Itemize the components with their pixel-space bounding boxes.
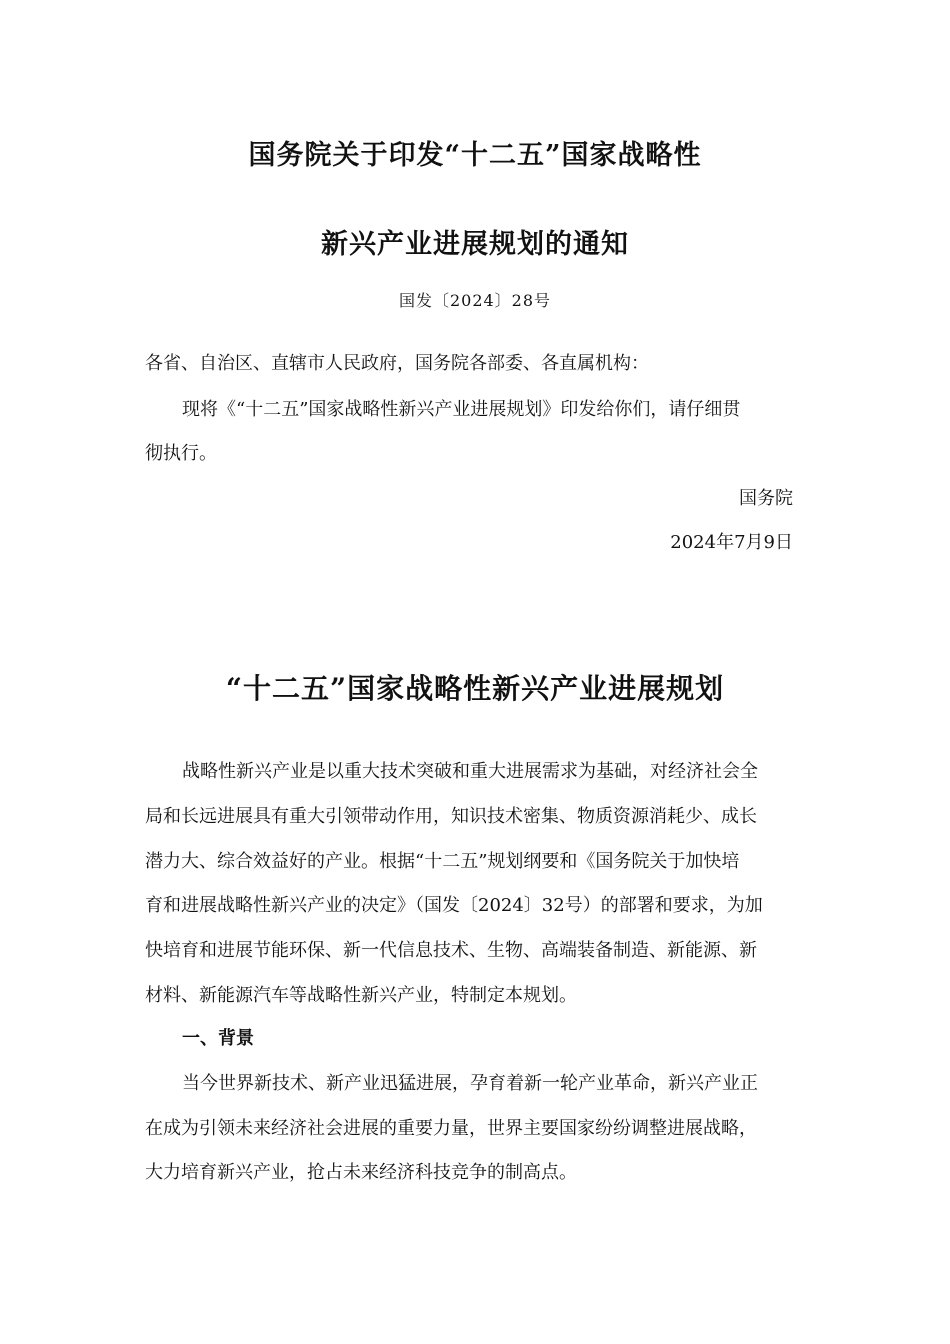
issue-date: 2024年7月9日 (670, 532, 793, 553)
notice-title-line-2: 新兴产业进展规划的通知 (321, 229, 629, 260)
paragraph-line: 在成为引领未来经济社会进展的重要力量，世界主要国家纷纷调整进展战略， (145, 1118, 757, 1139)
paragraph-line: 当今世界新技术、新产业迅猛进展，孕育着新一轮产业革命，新兴产业正 (182, 1073, 758, 1094)
section-heading: 一、背景 (182, 1028, 254, 1049)
paragraph-line: 战略性新兴产业是以重大技术突破和重大进展需求为基础，对经济社会全 (182, 761, 758, 782)
paragraph-line: 大力培育新兴产业，抢占未来经济科技竞争的制高点。 (145, 1162, 577, 1183)
issuer-signature: 国务院 (739, 488, 793, 509)
paragraph-line: 潜力大、综合效益好的产业。根据“十二五”规划纲要和《国务院关于加快培 (145, 851, 740, 872)
notice-title-line-1: 国务院关于印发“十二五”国家战略性 (248, 140, 702, 171)
paragraph-line: 局和长远进展具有重大引领带动作用，知识技术密集、物质资源消耗少、成长 (145, 806, 757, 827)
paragraph-line: 育和进展战略性新兴产业的决定》（国发〔2024〕32号）的部署和要求，为加 (145, 895, 763, 916)
plan-title: “十二五”国家战略性新兴产业进展规划 (225, 672, 725, 705)
paragraph-line: 快培育和进展节能环保、新一代信息技术、生物、高端装备制造、新能源、新 (145, 940, 757, 961)
salutation: 各省、自治区、直辖市人民政府，国务院各部委、各直属机构： (145, 353, 649, 374)
document-number: 国发〔2024〕28号 (398, 291, 552, 310)
paragraph-line: 材料、新能源汽车等战略性新兴产业，特制定本规划。 (145, 985, 577, 1006)
notice-body-line: 彻执行。 (145, 443, 217, 464)
notice-body-line: 现将《“十二五”国家战略性新兴产业进展规划》印发给你们，请仔细贯 (182, 399, 741, 420)
